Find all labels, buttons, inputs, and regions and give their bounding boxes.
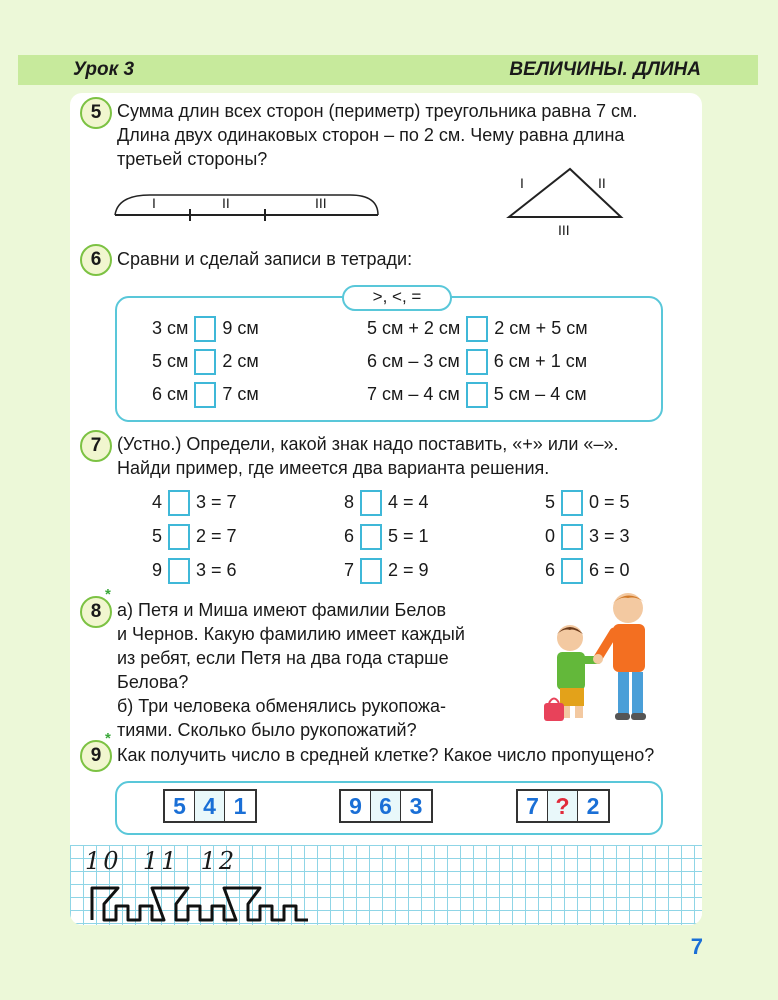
copybook-number: 11 (142, 847, 180, 875)
compare-row-3-right (367, 382, 587, 408)
children-handshake-illustration (540, 588, 670, 738)
number-card-3 (516, 789, 610, 823)
copybook-pattern (88, 880, 318, 925)
example-term: 3 = 3 (589, 525, 630, 546)
example-2-2 (344, 524, 429, 550)
example-term: 2 = 7 (196, 525, 237, 546)
example-term: 5 (152, 525, 163, 546)
card-cell-middle: 6 (371, 791, 401, 821)
example-term: 3 = 7 (196, 491, 237, 512)
example-1-1 (152, 490, 237, 516)
task-5-line-3: третьей стороны? (117, 149, 268, 169)
compare-value: 2 см + 5 см (494, 317, 588, 338)
answer-box[interactable] (466, 349, 488, 375)
signs-hint: >, <, = (342, 285, 452, 311)
card-cell: 2 (586, 793, 600, 819)
triangle-label-1: I (520, 175, 524, 191)
task-7-number: 7 (80, 430, 112, 462)
sign-box[interactable] (561, 490, 583, 516)
compare-value: 6 см – 3 см (367, 350, 460, 371)
compare-value: 5 см (152, 350, 189, 371)
compare-row-1-left (152, 316, 259, 342)
triangle-label-3: III (558, 222, 570, 238)
lesson-topic: ВЕЛИЧИНЫ. ДЛИНА (509, 59, 701, 80)
example-2-3 (344, 558, 429, 584)
task-5-number: 5 (80, 97, 112, 129)
task-8-star: * (105, 586, 111, 603)
task-8-line: Белова? (117, 672, 189, 692)
example-1-2 (152, 524, 237, 550)
compare-value: 7 см (222, 383, 259, 404)
card-cell-middle: 4 (195, 791, 225, 821)
triangle-diagram (505, 165, 625, 220)
page-number: 7 (690, 934, 703, 959)
compare-row-1-right (367, 316, 588, 342)
compare-value: 6 см + 1 см (493, 350, 588, 371)
compare-row-3-left (152, 382, 259, 408)
answer-box[interactable] (194, 382, 216, 408)
example-term: 6 = 0 (589, 559, 630, 580)
sign-box[interactable] (360, 490, 382, 516)
copybook-number: 12 (200, 847, 238, 875)
compare-value: 9 см (222, 317, 259, 338)
example-term: 3 = 6 (196, 559, 237, 580)
segment-label-2: II (222, 195, 230, 211)
task-8-number: 8 (80, 596, 112, 628)
card-cell: 9 (341, 791, 371, 821)
lesson-header (18, 55, 758, 85)
task-8-line: и Чернов. Какую фамилию имеет каждый (117, 624, 465, 644)
task-7-line-1: (Устно.) Определи, какой знак надо поставить, «+» или «–». (117, 434, 619, 454)
task-5-text (117, 99, 637, 171)
task-8-line: тиями. Сколько было рукопожатий? (117, 720, 417, 740)
compare-value: 6 см (152, 383, 189, 404)
compare-row-2-left (152, 349, 259, 375)
sign-box[interactable] (561, 524, 583, 550)
card-cell: 1 (233, 793, 247, 819)
segment-label-1: I (152, 195, 156, 211)
example-term: 6 (545, 559, 556, 580)
card-cell-missing: ? (548, 791, 578, 821)
compare-value: 3 см (152, 317, 189, 338)
example-term: 2 = 9 (388, 559, 429, 580)
sign-box[interactable] (168, 558, 190, 584)
card-cell: 5 (165, 791, 195, 821)
example-3-3 (545, 558, 630, 584)
task-8-line: из ребят, если Петя на два года старше (117, 648, 449, 668)
sign-box[interactable] (168, 524, 190, 550)
sign-box[interactable] (360, 558, 382, 584)
example-term: 8 (344, 491, 355, 512)
example-term: 4 (152, 491, 163, 512)
task-5-line-2: Длина двух одинаковых сторон – по 2 см. Чему равна длина (117, 125, 625, 145)
task-8-line: б) Три человека обменялись рукопожа- (117, 696, 446, 716)
example-1-3 (152, 558, 237, 584)
lesson-number: Урок 3 (73, 59, 135, 80)
compare-value: 5 см + 2 см (367, 317, 461, 338)
example-term: 0 = 5 (589, 491, 630, 512)
number-card-1 (163, 789, 257, 823)
example-2-1 (344, 490, 429, 516)
task-8-line: а) Петя и Миша имеют фамилии Белов (117, 600, 447, 620)
example-3-2 (545, 524, 630, 550)
example-3-1 (545, 490, 630, 516)
compare-value: 7 см – 4 см (367, 383, 460, 404)
copybook-number: 10 (85, 847, 122, 875)
example-term: 6 (344, 525, 355, 546)
task-9-star: * (105, 730, 111, 747)
triangle-label-2: II (598, 175, 606, 191)
compare-value: 5 см – 4 см (493, 383, 587, 404)
task-9-text: Как получить число в средней клетке? Какое число пропущено? (117, 745, 655, 765)
answer-box[interactable] (466, 382, 488, 408)
task-5-line-1: Сумма длин всех сторон (периметр) треугольника равна 7 см. (117, 101, 638, 121)
card-cell: 7 (518, 791, 548, 821)
example-term: 4 = 4 (388, 491, 429, 512)
sign-box[interactable] (360, 524, 382, 550)
example-term: 0 (545, 525, 556, 546)
answer-box[interactable] (194, 349, 216, 375)
answer-box[interactable] (194, 316, 216, 342)
task-6-number: 6 (80, 244, 112, 276)
task-8-text (117, 598, 465, 742)
card-cell: 3 (409, 793, 423, 819)
task-7-line-2: Найди пример, где имеется два варианта решения. (117, 458, 550, 478)
sign-box[interactable] (561, 558, 583, 584)
example-term: 7 (344, 559, 355, 580)
number-card-2 (339, 789, 433, 823)
answer-box[interactable] (466, 316, 488, 342)
copybook-numbers (85, 847, 237, 875)
example-term: 5 = 1 (388, 525, 429, 546)
task-7-text (117, 432, 618, 480)
compare-row-2-right (367, 349, 587, 375)
compare-value: 2 см (222, 350, 259, 371)
sign-box[interactable] (168, 490, 190, 516)
task-6-text: Сравни и сделай записи в тетради: (117, 249, 413, 269)
task-9-number: 9 (80, 740, 112, 772)
example-term: 5 (545, 491, 556, 512)
segment-label-3: III (315, 195, 327, 211)
example-term: 9 (152, 559, 163, 580)
